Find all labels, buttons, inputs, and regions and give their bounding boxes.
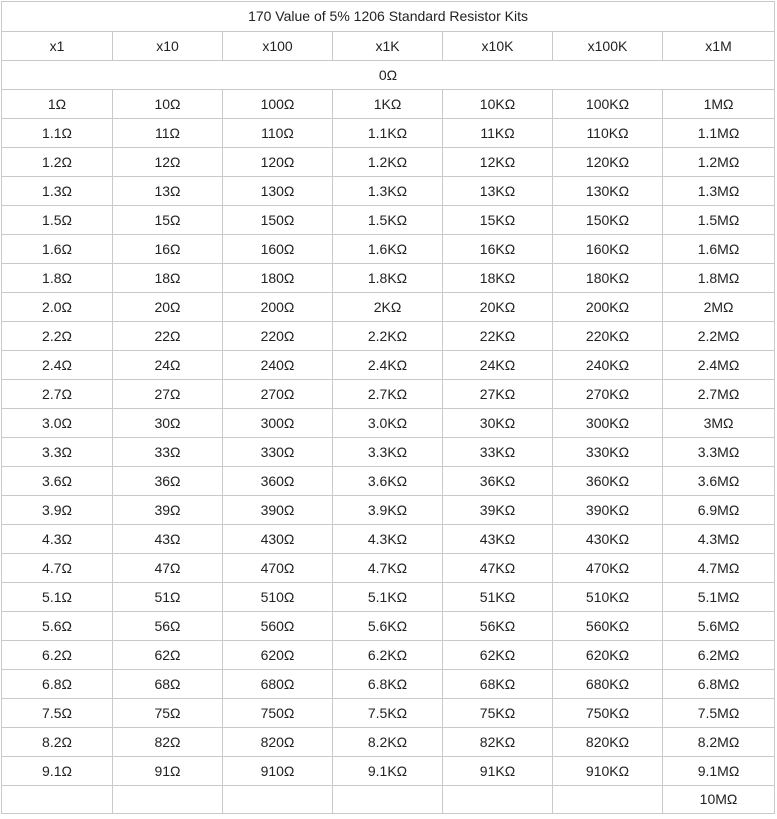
value-cell: 18Ω [113, 264, 223, 293]
value-cell: 33KΩ [443, 438, 553, 467]
value-cell: 180KΩ [553, 264, 663, 293]
value-cell: 2.2MΩ [663, 322, 775, 351]
value-cell: 9.1Ω [2, 757, 113, 786]
value-cell: 3.0Ω [2, 409, 113, 438]
value-cell: 75Ω [113, 699, 223, 728]
value-cell: 1.8MΩ [663, 264, 775, 293]
value-cell: 62KΩ [443, 641, 553, 670]
value-cell: 510Ω [223, 583, 333, 612]
value-cell: 1.1Ω [2, 119, 113, 148]
value-cell: 2.0Ω [2, 293, 113, 322]
value-cell [113, 786, 223, 814]
value-cell [333, 786, 443, 814]
value-cell: 30Ω [113, 409, 223, 438]
table-row [2, 699, 775, 728]
value-cell: 11Ω [113, 119, 223, 148]
value-cell: 82KΩ [443, 728, 553, 757]
value-cell: 560Ω [223, 612, 333, 641]
value-cell: 56KΩ [443, 612, 553, 641]
value-cell: 5.1KΩ [333, 583, 443, 612]
value-cell: 1.8Ω [2, 264, 113, 293]
value-cell: 1.6Ω [2, 235, 113, 264]
value-cell: 130Ω [223, 177, 333, 206]
value-cell: 120KΩ [553, 148, 663, 177]
table-row [2, 554, 775, 583]
value-cell: 1.5MΩ [663, 206, 775, 235]
value-cell: 470KΩ [553, 554, 663, 583]
value-cell: 16KΩ [443, 235, 553, 264]
table-row [2, 119, 775, 148]
value-cell: 56Ω [113, 612, 223, 641]
value-cell: 4.3MΩ [663, 525, 775, 554]
column-header: x100K [553, 32, 663, 61]
value-cell: 2.4KΩ [333, 351, 443, 380]
value-cell: 36KΩ [443, 467, 553, 496]
table-row [2, 786, 775, 814]
value-cell: 7.5Ω [2, 699, 113, 728]
table-row [2, 293, 775, 322]
resistor-value-table [1, 1, 775, 814]
value-cell: 150Ω [223, 206, 333, 235]
value-cell: 51KΩ [443, 583, 553, 612]
value-cell: 910Ω [223, 757, 333, 786]
value-cell: 12Ω [113, 148, 223, 177]
table-row [2, 438, 775, 467]
table-row [2, 235, 775, 264]
value-cell: 1.2Ω [2, 148, 113, 177]
value-cell: 5.1MΩ [663, 583, 775, 612]
value-cell: 20Ω [113, 293, 223, 322]
value-cell: 5.1Ω [2, 583, 113, 612]
value-cell: 100Ω [223, 90, 333, 119]
value-cell: 8.2MΩ [663, 728, 775, 757]
column-header: x100 [223, 32, 333, 61]
value-cell: 24Ω [113, 351, 223, 380]
value-cell: 3.6KΩ [333, 467, 443, 496]
value-cell: 180Ω [223, 264, 333, 293]
value-cell: 110Ω [223, 119, 333, 148]
table-row [2, 583, 775, 612]
title-row [2, 2, 775, 32]
value-cell: 6.8KΩ [333, 670, 443, 699]
value-cell: 2.4MΩ [663, 351, 775, 380]
table-row [2, 380, 775, 409]
table-row [2, 670, 775, 699]
value-cell: 39Ω [113, 496, 223, 525]
value-cell: 30KΩ [443, 409, 553, 438]
value-cell: 430KΩ [553, 525, 663, 554]
value-cell: 12KΩ [443, 148, 553, 177]
value-cell: 43KΩ [443, 525, 553, 554]
value-cell: 18KΩ [443, 264, 553, 293]
value-cell: 300Ω [223, 409, 333, 438]
value-cell: 1.5Ω [2, 206, 113, 235]
value-cell [223, 786, 333, 814]
value-cell: 1.8KΩ [333, 264, 443, 293]
value-cell: 4.7KΩ [333, 554, 443, 583]
value-cell: 4.7Ω [2, 554, 113, 583]
value-cell: 120Ω [223, 148, 333, 177]
value-cell: 160Ω [223, 235, 333, 264]
value-cell: 750Ω [223, 699, 333, 728]
column-header: x10 [113, 32, 223, 61]
table-row [2, 728, 775, 757]
value-cell: 2KΩ [333, 293, 443, 322]
value-cell: 91KΩ [443, 757, 553, 786]
table-row [2, 467, 775, 496]
value-cell: 1.6MΩ [663, 235, 775, 264]
value-cell: 1.3MΩ [663, 177, 775, 206]
value-cell: 10Ω [113, 90, 223, 119]
value-cell: 27Ω [113, 380, 223, 409]
value-cell: 220Ω [223, 322, 333, 351]
value-cell: 3.6MΩ [663, 467, 775, 496]
value-cell: 620Ω [223, 641, 333, 670]
table-body [2, 2, 775, 814]
value-cell: 3MΩ [663, 409, 775, 438]
column-header: x1M [663, 32, 775, 61]
value-cell: 7.5MΩ [663, 699, 775, 728]
column-header: x10K [443, 32, 553, 61]
value-cell: 22KΩ [443, 322, 553, 351]
value-cell: 110KΩ [553, 119, 663, 148]
value-cell: 10KΩ [443, 90, 553, 119]
table-row [2, 641, 775, 670]
value-cell: 390KΩ [553, 496, 663, 525]
value-cell: 11KΩ [443, 119, 553, 148]
value-cell: 430Ω [223, 525, 333, 554]
zero-ohm-cell: 0Ω [2, 61, 775, 90]
value-cell: 3.9KΩ [333, 496, 443, 525]
column-header: x1K [333, 32, 443, 61]
value-cell: 330Ω [223, 438, 333, 467]
value-cell: 1Ω [2, 90, 113, 119]
value-cell: 2.7KΩ [333, 380, 443, 409]
value-cell: 2.2Ω [2, 322, 113, 351]
value-cell: 240Ω [223, 351, 333, 380]
value-cell: 75KΩ [443, 699, 553, 728]
table-row [2, 177, 775, 206]
value-cell: 6.2Ω [2, 641, 113, 670]
value-cell: 3.3Ω [2, 438, 113, 467]
value-cell: 33Ω [113, 438, 223, 467]
value-cell: 5.6MΩ [663, 612, 775, 641]
value-cell: 4.3KΩ [333, 525, 443, 554]
value-cell: 22Ω [113, 322, 223, 351]
table-row [2, 148, 775, 177]
value-cell: 1.6KΩ [333, 235, 443, 264]
table-title: 170 Value of 5% 1206 Standard Resistor Kits [2, 2, 775, 32]
zero-ohm-row [2, 61, 775, 90]
table-row [2, 90, 775, 119]
value-cell: 62Ω [113, 641, 223, 670]
value-cell: 13KΩ [443, 177, 553, 206]
value-cell: 3.3MΩ [663, 438, 775, 467]
value-cell: 9.1KΩ [333, 757, 443, 786]
value-cell: 100KΩ [553, 90, 663, 119]
value-cell: 10MΩ [663, 786, 775, 814]
value-cell: 3.6Ω [2, 467, 113, 496]
value-cell: 5.6KΩ [333, 612, 443, 641]
value-cell: 1.5KΩ [333, 206, 443, 235]
value-cell: 620KΩ [553, 641, 663, 670]
value-cell: 360KΩ [553, 467, 663, 496]
value-cell [2, 786, 113, 814]
table-row [2, 322, 775, 351]
value-cell: 47KΩ [443, 554, 553, 583]
table-row [2, 409, 775, 438]
value-cell: 15KΩ [443, 206, 553, 235]
value-cell: 51Ω [113, 583, 223, 612]
value-cell: 220KΩ [553, 322, 663, 351]
value-cell: 1.2KΩ [333, 148, 443, 177]
value-cell: 750KΩ [553, 699, 663, 728]
table-row [2, 351, 775, 380]
value-cell: 2.2KΩ [333, 322, 443, 351]
value-cell: 1.2MΩ [663, 148, 775, 177]
value-cell: 560KΩ [553, 612, 663, 641]
value-cell: 91Ω [113, 757, 223, 786]
value-cell: 330KΩ [553, 438, 663, 467]
value-cell: 43Ω [113, 525, 223, 554]
value-cell: 2.7Ω [2, 380, 113, 409]
value-cell: 160KΩ [553, 235, 663, 264]
value-cell: 470Ω [223, 554, 333, 583]
value-cell: 3.0KΩ [333, 409, 443, 438]
value-cell: 820KΩ [553, 728, 663, 757]
value-cell: 270Ω [223, 380, 333, 409]
value-cell: 680KΩ [553, 670, 663, 699]
value-cell: 150KΩ [553, 206, 663, 235]
value-cell: 2MΩ [663, 293, 775, 322]
value-cell: 68Ω [113, 670, 223, 699]
value-cell: 47Ω [113, 554, 223, 583]
value-cell: 910KΩ [553, 757, 663, 786]
value-cell: 82Ω [113, 728, 223, 757]
value-cell: 2.7MΩ [663, 380, 775, 409]
table-row [2, 612, 775, 641]
value-cell: 6.2MΩ [663, 641, 775, 670]
value-cell: 8.2KΩ [333, 728, 443, 757]
value-cell: 390Ω [223, 496, 333, 525]
value-cell: 3.9Ω [2, 496, 113, 525]
value-cell: 6.8MΩ [663, 670, 775, 699]
table-row [2, 264, 775, 293]
table-row [2, 496, 775, 525]
value-cell: 24KΩ [443, 351, 553, 380]
value-cell: 4.3Ω [2, 525, 113, 554]
value-cell: 270KΩ [553, 380, 663, 409]
table-row [2, 757, 775, 786]
value-cell: 240KΩ [553, 351, 663, 380]
value-cell: 39KΩ [443, 496, 553, 525]
table-row [2, 206, 775, 235]
value-cell: 820Ω [223, 728, 333, 757]
value-cell [443, 786, 553, 814]
value-cell: 1MΩ [663, 90, 775, 119]
value-cell: 7.5KΩ [333, 699, 443, 728]
value-cell: 5.6Ω [2, 612, 113, 641]
value-cell [553, 786, 663, 814]
value-cell: 510KΩ [553, 583, 663, 612]
value-cell: 4.7MΩ [663, 554, 775, 583]
value-cell: 6.9MΩ [663, 496, 775, 525]
value-cell: 300KΩ [553, 409, 663, 438]
value-cell: 6.8Ω [2, 670, 113, 699]
value-cell: 15Ω [113, 206, 223, 235]
value-cell: 360Ω [223, 467, 333, 496]
value-cell: 200Ω [223, 293, 333, 322]
value-cell: 20KΩ [443, 293, 553, 322]
value-cell: 1.3Ω [2, 177, 113, 206]
value-cell: 27KΩ [443, 380, 553, 409]
value-cell: 1KΩ [333, 90, 443, 119]
value-cell: 130KΩ [553, 177, 663, 206]
value-cell: 2.4Ω [2, 351, 113, 380]
value-cell: 68KΩ [443, 670, 553, 699]
value-cell: 9.1MΩ [663, 757, 775, 786]
value-cell: 1.3KΩ [333, 177, 443, 206]
value-cell: 16Ω [113, 235, 223, 264]
value-cell: 1.1KΩ [333, 119, 443, 148]
value-cell: 3.3KΩ [333, 438, 443, 467]
value-cell: 13Ω [113, 177, 223, 206]
column-header: x1 [2, 32, 113, 61]
value-cell: 680Ω [223, 670, 333, 699]
value-cell: 200KΩ [553, 293, 663, 322]
value-cell: 6.2KΩ [333, 641, 443, 670]
header-row [2, 32, 775, 61]
value-cell: 1.1MΩ [663, 119, 775, 148]
table-row [2, 525, 775, 554]
value-cell: 8.2Ω [2, 728, 113, 757]
value-cell: 36Ω [113, 467, 223, 496]
